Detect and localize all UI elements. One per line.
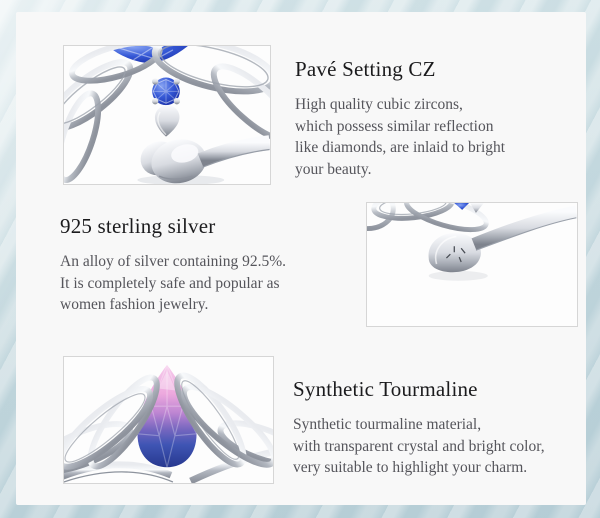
- content-panel: [16, 12, 586, 505]
- section-body-line: Synthetic tourmaline material,: [293, 416, 482, 433]
- tourmaline-flower-photo: [63, 356, 274, 484]
- tourmaline-lotus-jewelry-art: [64, 357, 273, 483]
- pave-cz-closeup-photo: [63, 45, 271, 185]
- section-body-line: women fashion jewelry.: [60, 296, 209, 314]
- silver-band-jewelry-art: [367, 203, 577, 326]
- section-body-line: High quality cubic zircons,: [295, 96, 463, 113]
- section-body-line: It is completely safe and popular as: [60, 274, 280, 292]
- section-pave-setting-cz: [295, 56, 595, 181]
- section-title: 925 sterling silver: [60, 214, 216, 238]
- section-body-line: which possess similar reflection: [295, 117, 494, 135]
- section-title: Pavé Setting CZ: [295, 57, 436, 81]
- sterling-silver-band-photo: [366, 202, 578, 327]
- section-body-line: An alloy of silver containing 92.5%.: [60, 253, 286, 270]
- section-body-line: like diamonds, are inlaid to bright: [295, 139, 506, 157]
- section-body-line: your beauty.: [295, 161, 372, 179]
- section-body-line: with transparent crystal and bright color,: [293, 437, 545, 455]
- section-synthetic-tourmaline: [293, 376, 599, 479]
- pave-cz-jewelry-art: [64, 46, 270, 184]
- section-body-line: very suitable to highlight your charm.: [293, 459, 528, 477]
- section-title: Synthetic Tourmaline: [293, 377, 478, 401]
- section-925-sterling-silver: [60, 213, 360, 316]
